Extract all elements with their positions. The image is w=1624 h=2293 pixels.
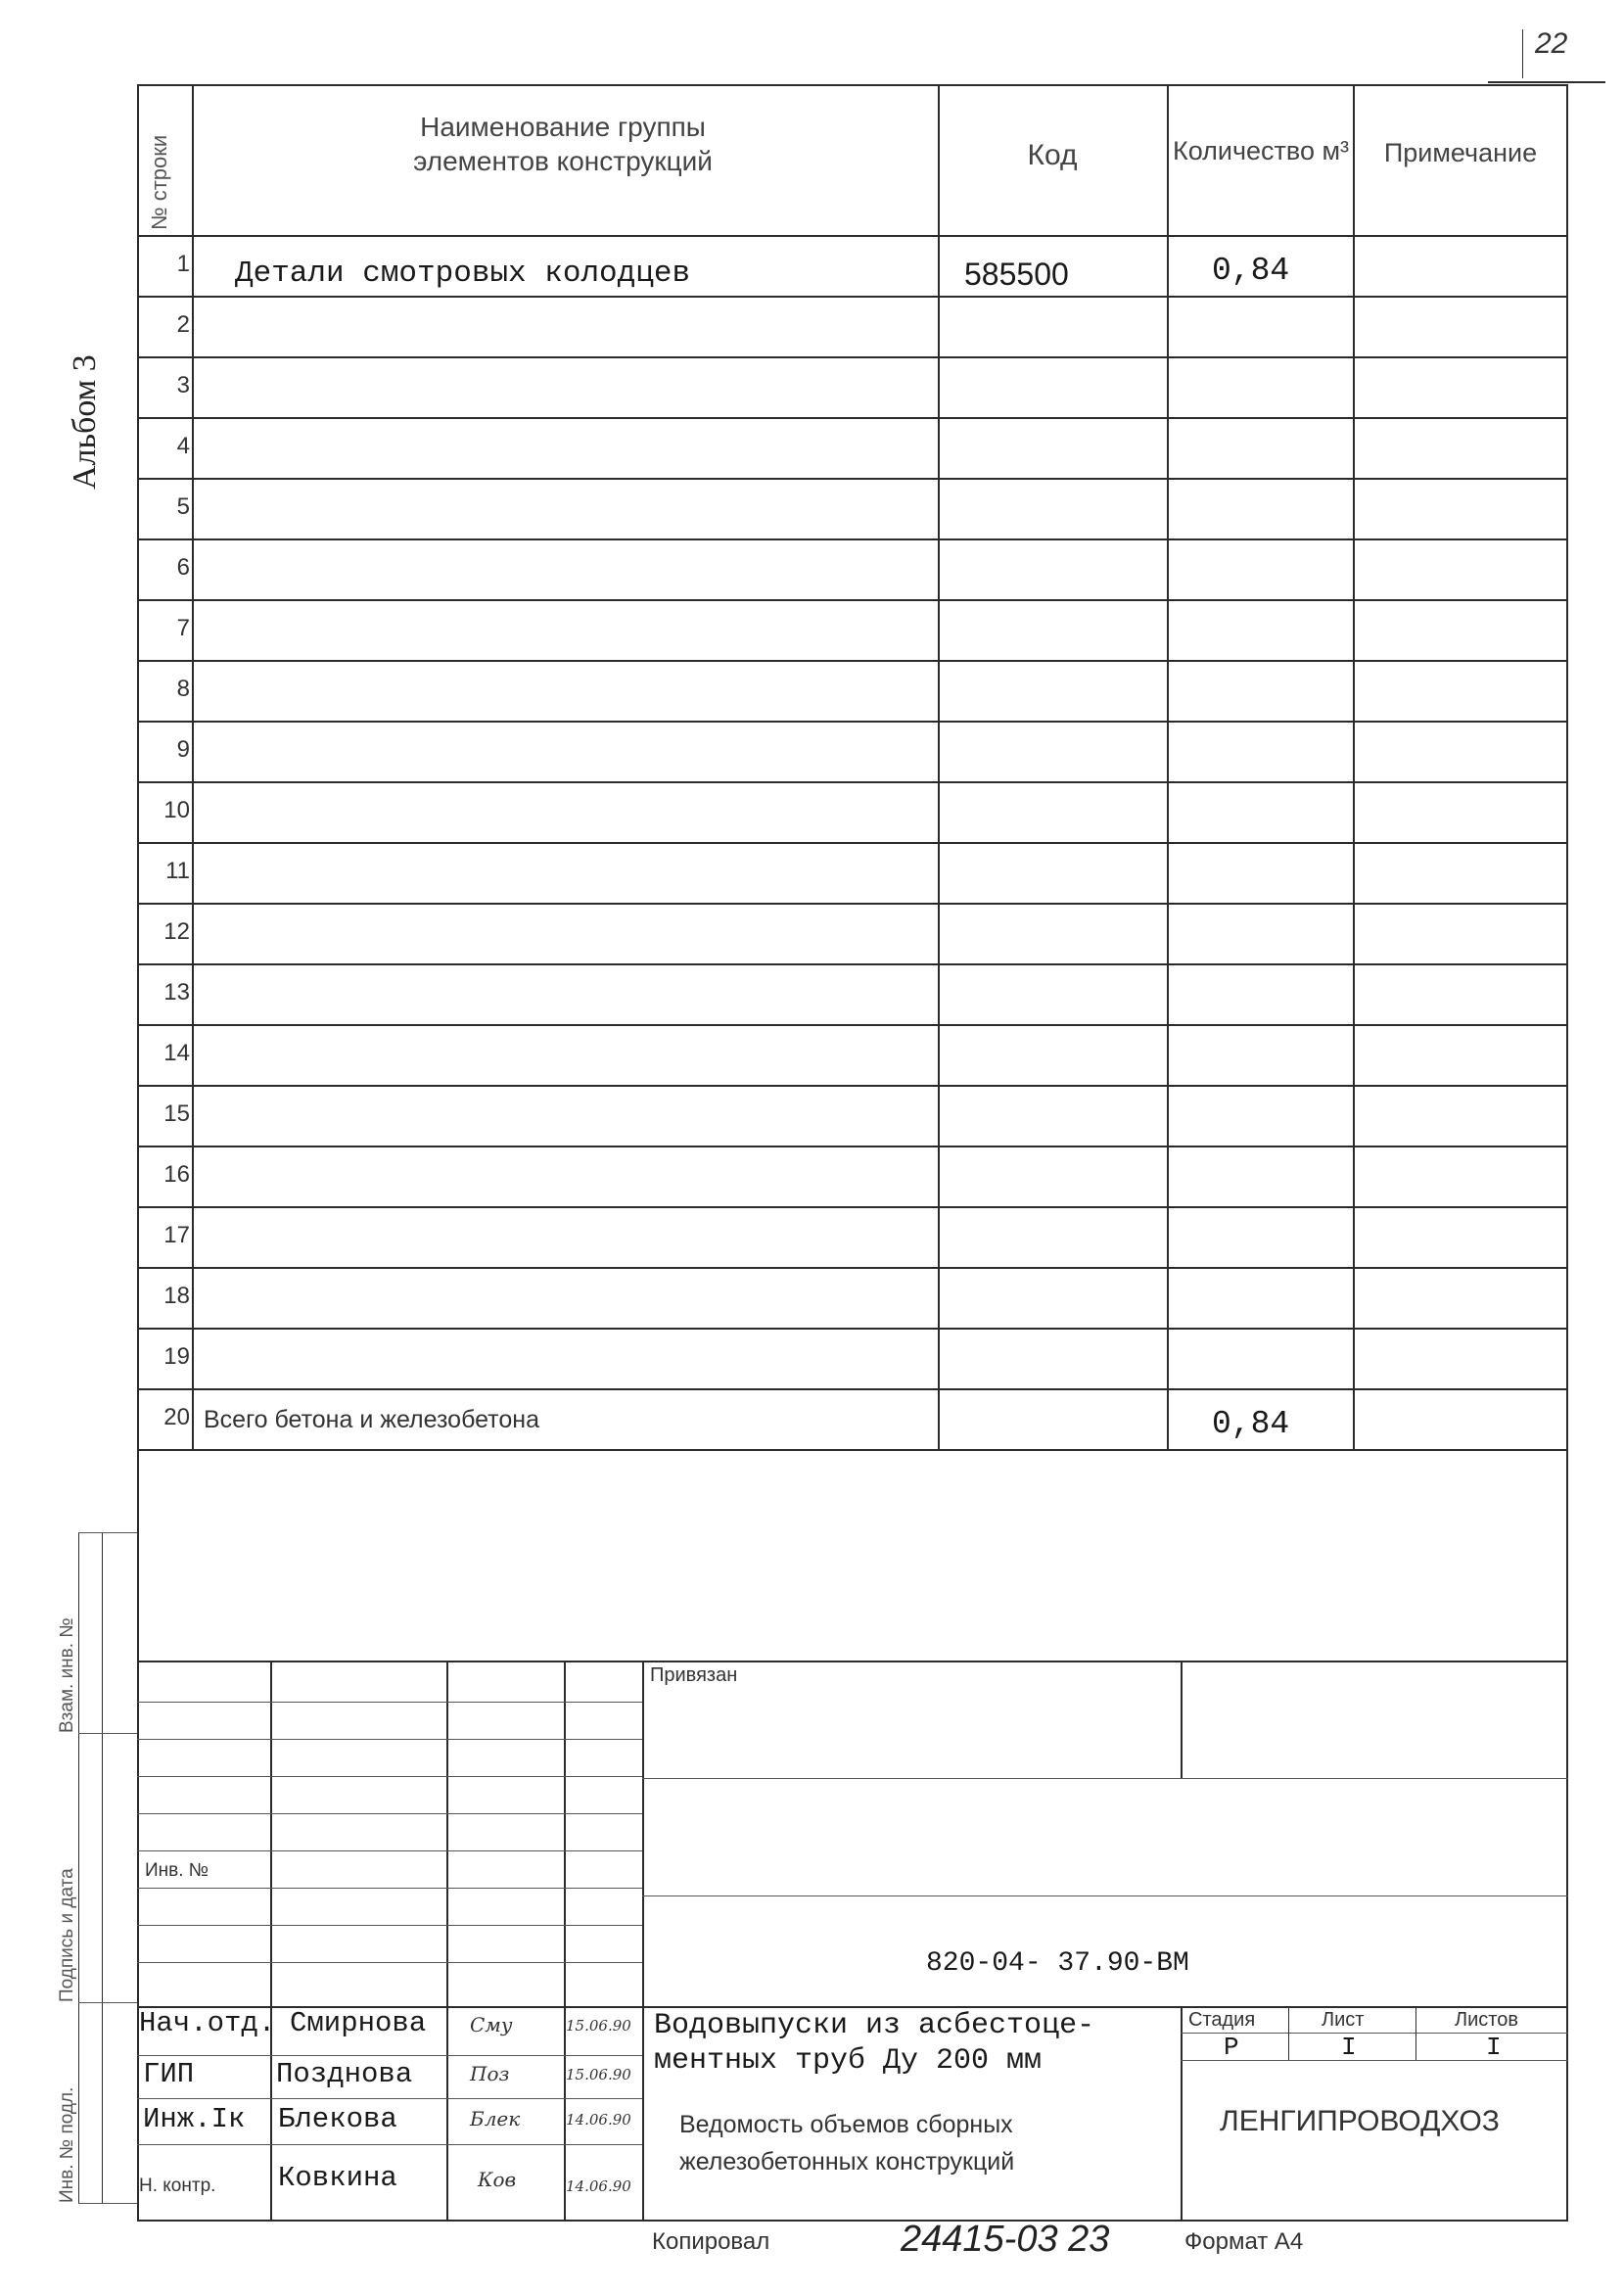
- row-number: 13: [163, 979, 190, 1006]
- stage-label: Стадия: [1188, 2009, 1256, 2031]
- header-name: Наименование группы элементов конструкций: [413, 112, 713, 176]
- row-number: 10: [163, 797, 190, 823]
- row-divider: [137, 417, 1568, 419]
- row-number: 17: [163, 1222, 190, 1248]
- signature-kovkina: Ков: [478, 2168, 517, 2191]
- role-n-kontr: Н. контр.: [139, 2176, 216, 2196]
- name-kovkina: Ковкина: [278, 2162, 397, 2194]
- subtitle-line-1: Ведомость объемов сборных: [679, 2111, 1013, 2138]
- header-row-number: № строки: [147, 134, 171, 230]
- privyazan-label: Привязан: [650, 1664, 738, 1686]
- date-kovkina: 14.06.90: [566, 2177, 631, 2195]
- row-number: 19: [163, 1343, 190, 1370]
- row-divider: [137, 1085, 1568, 1087]
- header-note: Примечание: [1383, 138, 1538, 167]
- row-divider: [137, 1267, 1568, 1269]
- subtitle-line-2: железобетонных конструкций: [679, 2148, 1015, 2176]
- row-name: Всего бетона и железобетона: [204, 1406, 539, 1433]
- title-line-2: ментных труб Ду 200 мм: [654, 2044, 1043, 2078]
- row-divider: [137, 903, 1568, 905]
- margin-label-vzam: Взам. инв. №: [57, 1617, 77, 1733]
- row-number: 9: [176, 736, 190, 763]
- row-quantity: 0,84: [1212, 1406, 1290, 1442]
- row-number: 11: [165, 858, 190, 884]
- title-line-1: Водовыпуски из асбестоце-: [654, 2009, 1095, 2042]
- date-smirnova: 15.06.90: [566, 2017, 631, 2035]
- row-number: 1: [176, 251, 190, 277]
- row-divider: [137, 599, 1568, 601]
- date-blekova: 14.06.90: [566, 2111, 631, 2129]
- sheets-label: Листов: [1455, 2009, 1518, 2031]
- row-number: 4: [176, 433, 190, 459]
- margin-label-inv-podl: Инв. № подл.: [57, 2086, 77, 2203]
- page-number: 22: [1535, 27, 1568, 60]
- name-smirnova: Смирнова: [290, 2007, 427, 2039]
- sheets-value: I: [1486, 2033, 1502, 2062]
- stage-value: Р: [1224, 2033, 1239, 2062]
- row-divider: [137, 296, 1568, 298]
- organization: ЛЕНГИПРОВОДХОЗ: [1220, 2105, 1500, 2137]
- sheet-value: I: [1341, 2033, 1357, 2062]
- name-pozdnova: Позднова: [276, 2058, 413, 2090]
- row-divider: [137, 660, 1568, 662]
- row-number: 15: [163, 1100, 190, 1127]
- row-divider: [137, 1328, 1568, 1330]
- header-quantity: Количество м³: [1172, 136, 1350, 165]
- footer-format: Формат А4: [1184, 2228, 1304, 2255]
- row-number: 3: [176, 372, 190, 398]
- album-label: Альбом 3: [67, 354, 103, 490]
- signature-blekova: Блек: [470, 2107, 521, 2130]
- row-divider: [137, 538, 1568, 540]
- row-number: 5: [176, 493, 190, 520]
- margin-label-podpis: Подпись и дата: [57, 1868, 77, 2002]
- role-inzh: Инж.Iк: [143, 2103, 246, 2135]
- role-nach-otd: Нач.отд.: [139, 2007, 276, 2039]
- row-divider: [137, 963, 1568, 965]
- row-code: 585500: [964, 257, 1069, 292]
- row-number: 14: [163, 1040, 190, 1066]
- row-divider: [137, 842, 1568, 844]
- role-gip: ГИП: [143, 2058, 195, 2090]
- name-blekova: Блекова: [278, 2103, 397, 2135]
- row-number: 7: [176, 615, 190, 641]
- row-divider: [137, 356, 1568, 358]
- inv-no-label: Инв. №: [145, 1860, 209, 1881]
- header-code: Код: [1027, 139, 1078, 171]
- page-number-tick: [1522, 29, 1523, 78]
- footer-copied: Копировал: [652, 2228, 770, 2255]
- document-code: 820-04- 37.90-ВМ: [926, 1948, 1189, 1979]
- row-divider: [137, 1388, 1568, 1390]
- row-name: Детали смотровых колодцев: [235, 257, 691, 291]
- top-rule: [1488, 81, 1605, 83]
- signature-smirnova: Сму: [470, 2013, 513, 2036]
- row-divider: [137, 1206, 1568, 1208]
- row-number: 20: [163, 1404, 190, 1430]
- row-number: 8: [176, 676, 190, 702]
- row-divider: [137, 1449, 1568, 1451]
- sheet-label: Лист: [1322, 2009, 1365, 2031]
- row-divider: [137, 478, 1568, 480]
- signature-pozdnova: Поз: [470, 2062, 510, 2085]
- row-divider: [137, 721, 1568, 723]
- footer-order-number: 24415-03 23: [901, 2219, 1110, 2260]
- row-number: 16: [163, 1161, 190, 1188]
- row-divider: [137, 1024, 1568, 1026]
- row-divider: [137, 1146, 1568, 1147]
- row-number: 2: [176, 311, 190, 338]
- row-quantity: 0,84: [1212, 253, 1290, 289]
- row-number: 12: [163, 918, 190, 945]
- row-divider: [137, 781, 1568, 783]
- row-number: 6: [176, 554, 190, 581]
- row-number: 18: [163, 1283, 190, 1309]
- date-pozdnova: 15.06.90: [566, 2066, 631, 2083]
